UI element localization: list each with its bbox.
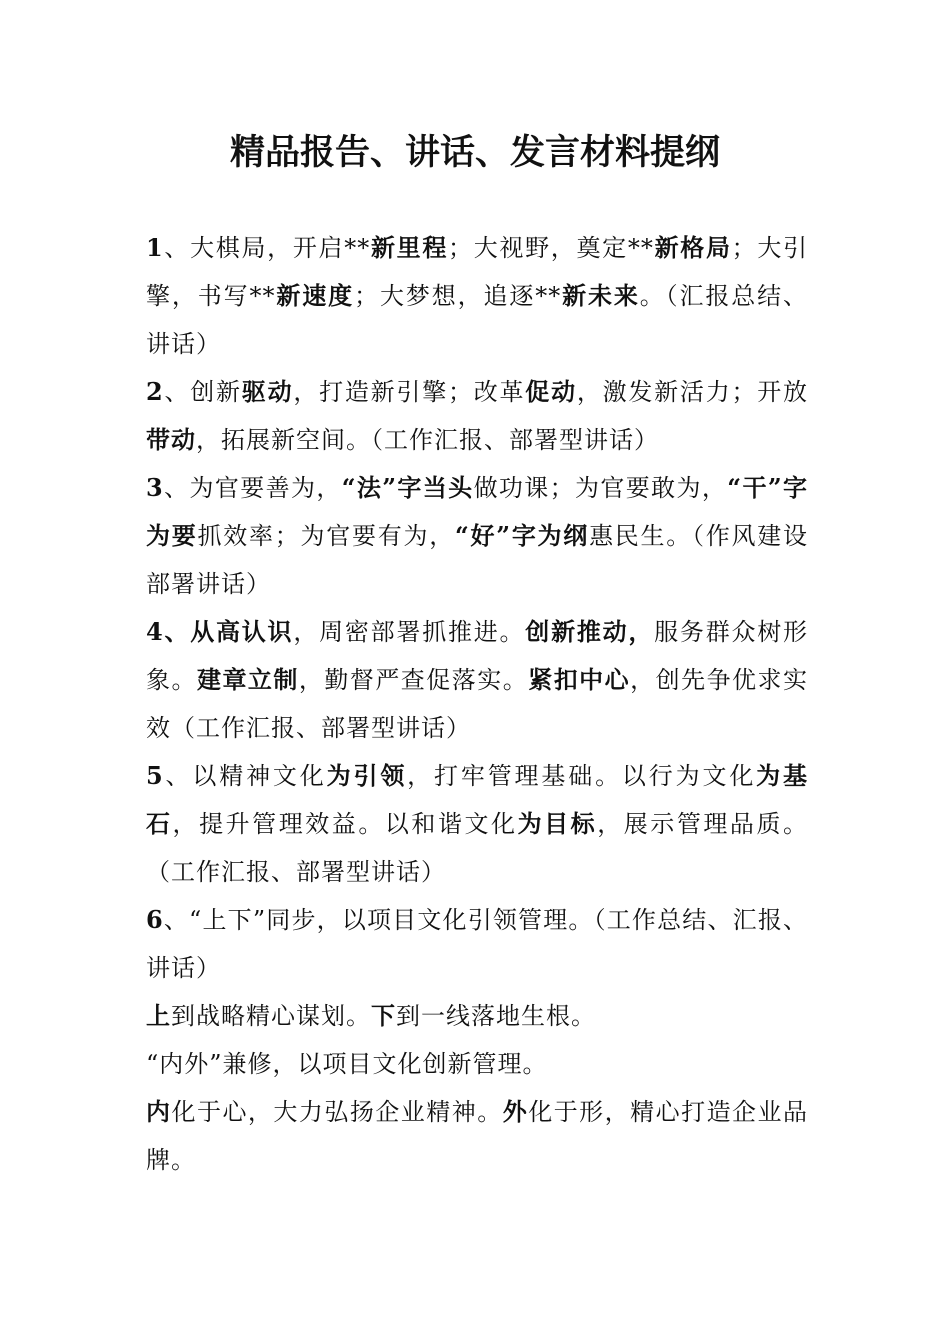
paragraph-8 bbox=[146, 1040, 808, 1088]
bold-text-run: 3 bbox=[146, 473, 164, 502]
text-run: ；大梦想，追逐** bbox=[354, 282, 562, 310]
text-run: ，周密部署抓推进。 bbox=[293, 618, 526, 646]
text-run: 化于形，精心打造企业品牌。 bbox=[146, 1098, 809, 1174]
document-body bbox=[146, 224, 808, 1184]
text-run: 服务群众树形象。 bbox=[146, 618, 809, 694]
text-run: ，拓展新空间。（工作汇报、部署型讲话） bbox=[196, 426, 659, 454]
bold-text-run: “法”字当头 bbox=[341, 473, 474, 502]
bold-text-run: 5 bbox=[146, 761, 164, 790]
bold-text-run: 6 bbox=[146, 905, 164, 934]
bold-text-run: 下 bbox=[371, 1001, 396, 1030]
paragraph-4 bbox=[146, 608, 808, 752]
text-run: “内外”兼修，以项目文化创新管理。 bbox=[146, 1050, 548, 1078]
text-run: 、以精神文化 bbox=[163, 762, 327, 790]
bold-text-run: 4、从高认识 bbox=[146, 617, 294, 646]
bold-text-run: 1 bbox=[146, 233, 164, 262]
text-run: 、大棋局，开启** bbox=[163, 234, 371, 262]
text-run: ，提升管理效益。以和谐文化 bbox=[172, 810, 518, 838]
paragraph-2 bbox=[146, 368, 808, 464]
text-run: 、创新 bbox=[163, 378, 242, 406]
bold-text-run: 上 bbox=[146, 1001, 171, 1030]
paragraph-7 bbox=[146, 992, 808, 1040]
bold-text-run: 为引领 bbox=[326, 761, 408, 790]
bold-text-run: “干”字为要 bbox=[146, 473, 809, 550]
text-run: ；大视野，奠定** bbox=[448, 234, 654, 262]
text-run: ，展示管理品质。（工作汇报、部署型讲话） bbox=[146, 810, 809, 886]
bold-text-run: “好”字为纲 bbox=[454, 521, 590, 550]
paragraph-6 bbox=[146, 896, 808, 992]
text-run: 、“上下”同步，以项目文化引领管理。（工作总结、汇报、讲话） bbox=[146, 906, 808, 982]
text-run: 到一线落地生根。 bbox=[396, 1002, 596, 1030]
text-run: ，打造新引擎；改革 bbox=[293, 378, 526, 406]
text-run: 做功课；为官要敢为， bbox=[473, 474, 728, 502]
text-run: 。（汇报总结、讲话） bbox=[146, 282, 809, 358]
text-run: ；大引擎，书写** bbox=[146, 234, 809, 310]
bold-text-run: 新未来 bbox=[561, 281, 640, 310]
bold-text-run: 建章立制 bbox=[196, 665, 299, 694]
text-run: 惠民生。（作风建设部署讲话） bbox=[146, 522, 809, 598]
bold-text-run: 2 bbox=[146, 377, 164, 406]
text-run: ，激发新活力；开放 bbox=[576, 378, 809, 406]
text-run: ，打牢管理基础。以行为文化 bbox=[407, 762, 757, 790]
bold-text-run: 驱动 bbox=[241, 377, 294, 406]
paragraph-9 bbox=[146, 1088, 808, 1184]
text-run: 到战略精心谋划。 bbox=[171, 1002, 371, 1030]
bold-text-run: 带动 bbox=[146, 425, 196, 454]
bold-text-run: 为目标 bbox=[517, 809, 598, 838]
text-run: ，创先争优求实效（工作汇报、部署型讲话） bbox=[146, 666, 809, 742]
bold-text-run: 新里程 bbox=[370, 233, 449, 262]
bold-text-run: 新速度 bbox=[275, 281, 355, 310]
text-run: 、为官要善为， bbox=[163, 474, 342, 502]
bold-text-run: 促动 bbox=[525, 377, 577, 406]
bold-text-run: 为基石 bbox=[146, 761, 809, 838]
paragraph-5 bbox=[146, 752, 808, 896]
bold-text-run: 内 bbox=[146, 1097, 172, 1126]
bold-text-run: 紧扣中心 bbox=[528, 665, 631, 694]
text-run: 抓效率；为官要有为， bbox=[197, 522, 455, 550]
bold-text-run: 新格局 bbox=[653, 233, 732, 262]
bold-text-run: 创新推动， bbox=[525, 617, 655, 646]
document-title: 精品报告、讲话、发言材料提纲 bbox=[229, 132, 720, 173]
paragraph-3 bbox=[146, 464, 808, 608]
text-run: 化于心，大力弘扬企业精神。 bbox=[171, 1098, 503, 1126]
text-run: ，勤督严查促落实。 bbox=[298, 666, 529, 694]
bold-text-run: 外 bbox=[502, 1097, 529, 1126]
paragraph-1 bbox=[146, 224, 808, 368]
